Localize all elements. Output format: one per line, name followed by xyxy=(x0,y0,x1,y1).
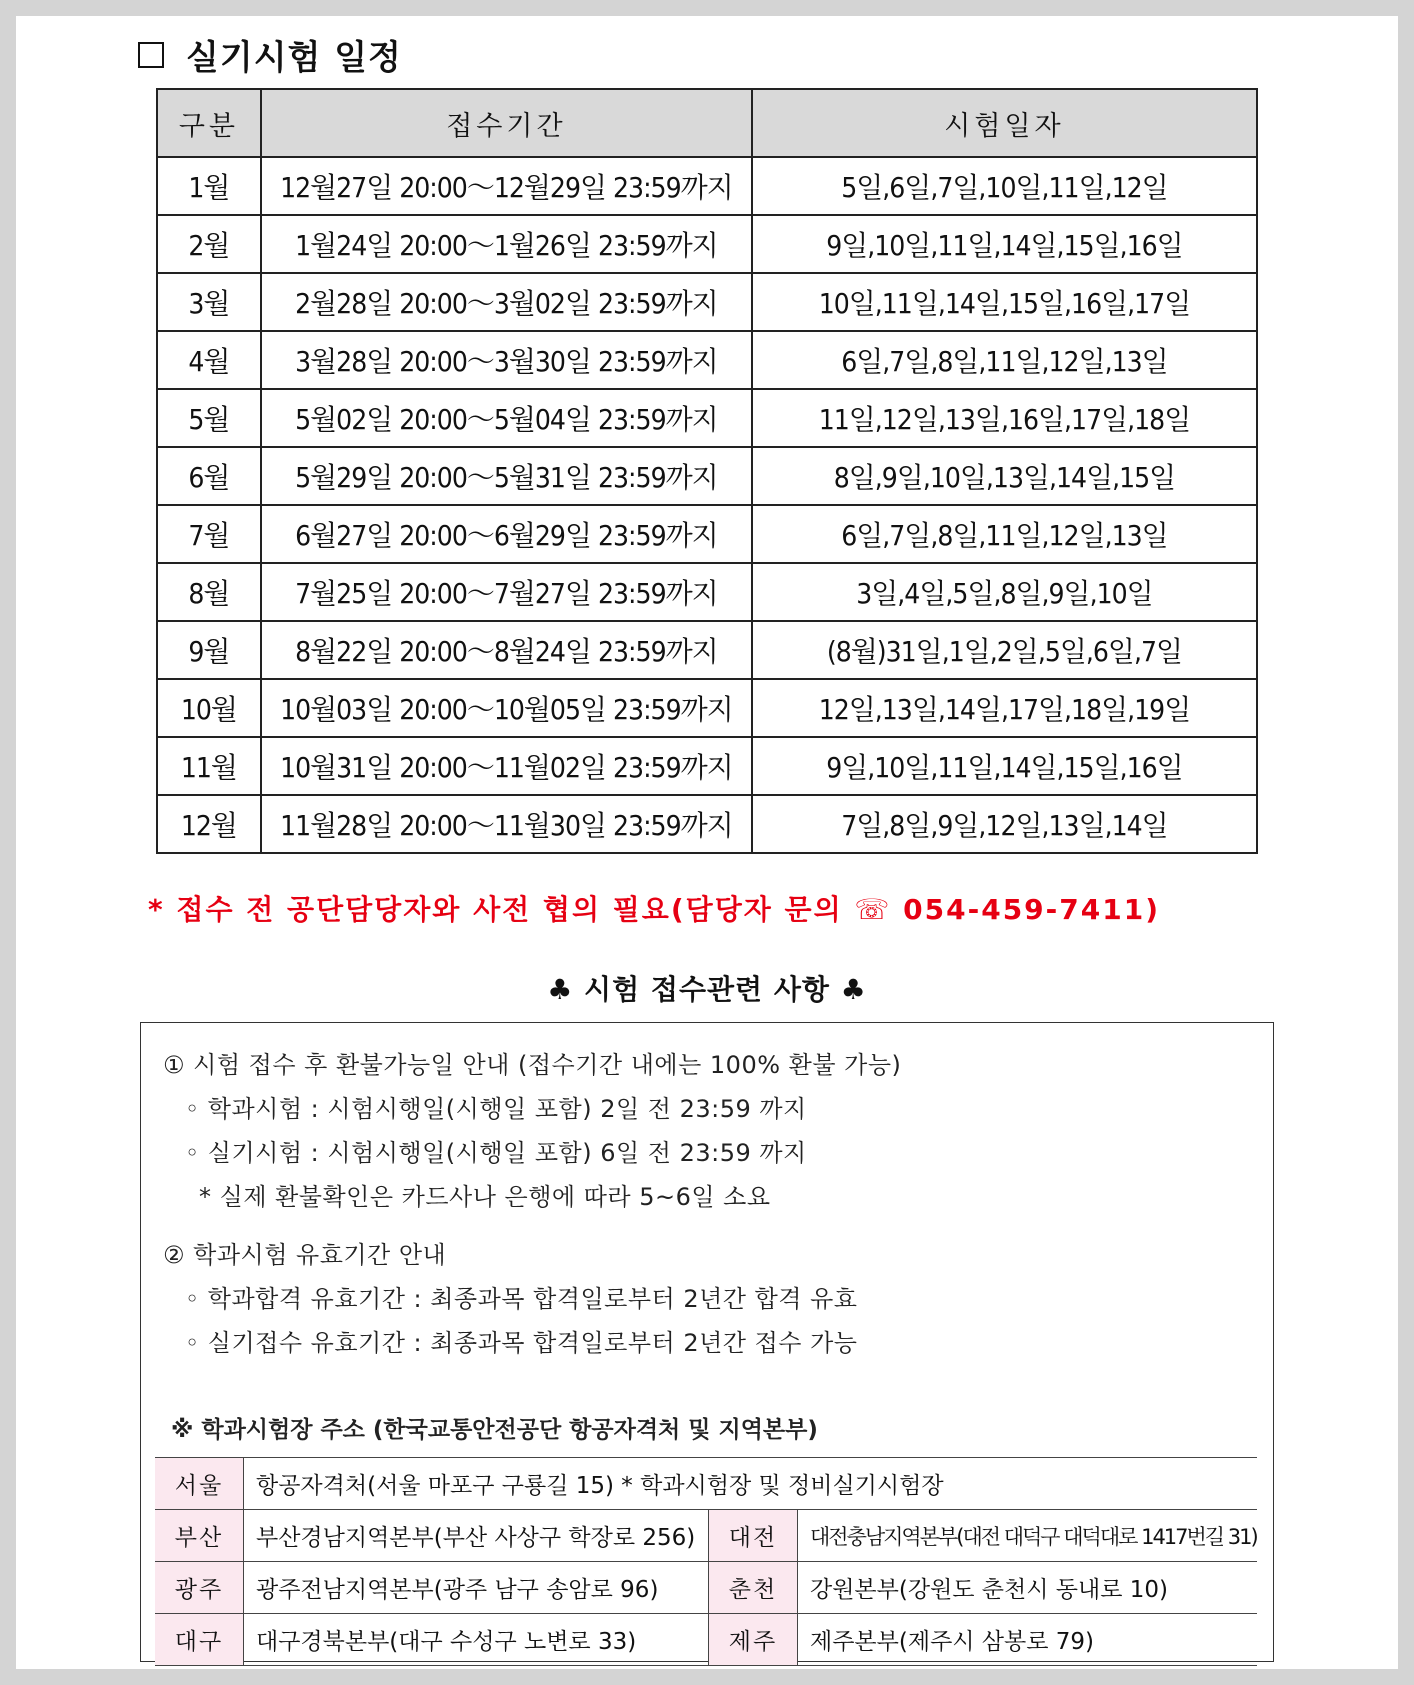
table-row xyxy=(155,1562,1257,1614)
month-cell: 6월 xyxy=(157,447,261,505)
period-cell: 5월29일 20:00～5월31일 23:59까지 xyxy=(261,447,752,505)
document-page xyxy=(16,16,1398,1669)
month-cell: 5월 xyxy=(157,389,261,447)
month-cell: 4월 xyxy=(157,331,261,389)
period-cell: 10월03일 20:00～10월05일 23:59까지 xyxy=(261,679,752,737)
period-cell: 3월28일 20:00～3월30일 23:59까지 xyxy=(261,331,752,389)
city-seoul: 서울 xyxy=(155,1458,244,1510)
address-busan: 부산경남지역본부(부산 사상구 학장로 256) xyxy=(244,1510,709,1562)
contact-notice: * 접수 전 공단담당자와 사전 협의 필요(담당자 문의 ☏ 054-459-7411) xyxy=(148,893,1161,926)
month-cell: 11월 xyxy=(157,737,261,795)
dates-cell: 5일,6일,7일,10일,11일,12일 xyxy=(752,157,1257,215)
table-row xyxy=(157,157,1257,215)
table-row xyxy=(155,1614,1257,1666)
period-cell: 11월28일 20:00～11월30일 23:59까지 xyxy=(261,795,752,853)
dates-cell: 11일,12일,13일,16일,17일,18일 xyxy=(752,389,1257,447)
address-seoul: 항공자격처(서울 마포구 구룡길 15) * 학과시험장 및 정비실기시험장 xyxy=(244,1458,1258,1510)
table-row xyxy=(157,621,1257,679)
period-cell: 1월24일 20:00～1월26일 23:59까지 xyxy=(261,215,752,273)
section-title-text: 실기시험 일정 xyxy=(186,38,402,78)
table-row xyxy=(155,1510,1257,1562)
month-cell: 7월 xyxy=(157,505,261,563)
dates-cell: 8일,9일,10일,13일,14일,15일 xyxy=(752,447,1257,505)
table-row xyxy=(157,389,1257,447)
dates-cell: 3일,4일,5일,8일,9일,10일 xyxy=(752,563,1257,621)
table-row xyxy=(157,679,1257,737)
table-row xyxy=(157,331,1257,389)
month-cell: 3월 xyxy=(157,273,261,331)
validity-written: ◦ 학과합격 유효기간 : 최종과목 합격일로부터 2년간 합격 유효 xyxy=(185,1285,858,1313)
month-cell: 2월 xyxy=(157,215,261,273)
address-title: ※ 학과시험장 주소 (한국교통안전공단 항공자격처 및 지역본부) xyxy=(171,1417,818,1443)
address-daegu: 대구경북본부(대구 수성구 노변로 33) xyxy=(244,1614,709,1666)
address-table xyxy=(155,1457,1257,1666)
info-box xyxy=(140,1022,1274,1662)
dates-cell: 6일,7일,8일,11일,12일,13일 xyxy=(752,331,1257,389)
table-row xyxy=(157,563,1257,621)
header-exam-dates: 시험일자 xyxy=(752,89,1257,157)
section-title xyxy=(138,30,402,79)
city-chuncheon: 춘천 xyxy=(709,1562,798,1614)
period-cell: 5월02일 20:00～5월04일 23:59까지 xyxy=(261,389,752,447)
period-cell: 2월28일 20:00～3월02일 23:59까지 xyxy=(261,273,752,331)
month-cell: 1월 xyxy=(157,157,261,215)
dates-cell: 9일,10일,11일,14일,15일,16일 xyxy=(752,215,1257,273)
address-jeju: 제주본부(제주시 삼봉로 79) xyxy=(798,1614,1258,1666)
refund-note: * 실제 환불확인은 카드사나 은행에 따라 5~6일 소요 xyxy=(199,1183,771,1211)
address-daejeon: 대전충남지역본부(대전 대덕구 대덕대로 1417번길 31) xyxy=(798,1510,1258,1562)
sub-title: ♣ 시험 접수관련 사항 ♣ xyxy=(547,973,867,1006)
city-busan: 부산 xyxy=(155,1510,244,1562)
checkbox-icon xyxy=(138,42,164,68)
month-cell: 10월 xyxy=(157,679,261,737)
table-row xyxy=(157,795,1257,853)
month-cell: 12월 xyxy=(157,795,261,853)
period-cell: 12월27일 20:00～12월29일 23:59까지 xyxy=(261,157,752,215)
address-chuncheon: 강원본부(강원도 춘천시 동내로 10) xyxy=(798,1562,1258,1614)
city-daegu: 대구 xyxy=(155,1614,244,1666)
city-jeju: 제주 xyxy=(709,1614,798,1666)
table-row xyxy=(157,215,1257,273)
validity-practical: ◦ 실기접수 유효기간 : 최종과목 합격일로부터 2년간 접수 가능 xyxy=(185,1329,858,1357)
dates-cell: 9일,10일,11일,14일,15일,16일 xyxy=(752,737,1257,795)
period-cell: 6월27일 20:00～6월29일 23:59까지 xyxy=(261,505,752,563)
validity-heading: ② 학과시험 유효기간 안내 xyxy=(163,1241,447,1269)
dates-cell: (8월)31일,1일,2일,5일,6일,7일 xyxy=(752,621,1257,679)
city-gwangju: 광주 xyxy=(155,1562,244,1614)
period-cell: 10월31일 20:00～11월02일 23:59까지 xyxy=(261,737,752,795)
month-cell: 9월 xyxy=(157,621,261,679)
table-row xyxy=(157,273,1257,331)
header-application-period: 접수기간 xyxy=(261,89,752,157)
period-cell: 8월22일 20:00～8월24일 23:59까지 xyxy=(261,621,752,679)
header-category: 구분 xyxy=(157,89,261,157)
address-gwangju: 광주전남지역본부(광주 남구 송암로 96) xyxy=(244,1562,709,1614)
table-row xyxy=(157,447,1257,505)
refund-practical: ◦ 실기시험 : 시험시행일(시행일 포함) 6일 전 23:59 까지 xyxy=(185,1139,807,1167)
period-cell: 7월25일 20:00～7월27일 23:59까지 xyxy=(261,563,752,621)
dates-cell: 7일,8일,9일,12일,13일,14일 xyxy=(752,795,1257,853)
city-daejeon: 대전 xyxy=(709,1510,798,1562)
table-row xyxy=(157,505,1257,563)
schedule-header-row xyxy=(157,89,1257,157)
dates-cell: 12일,13일,14일,17일,18일,19일 xyxy=(752,679,1257,737)
schedule-table xyxy=(156,88,1258,854)
dates-cell: 6일,7일,8일,11일,12일,13일 xyxy=(752,505,1257,563)
refund-written: ◦ 학과시험 : 시험시행일(시행일 포함) 2일 전 23:59 까지 xyxy=(185,1095,807,1123)
refund-heading: ① 시험 접수 후 환불가능일 안내 (접수기간 내에는 100% 환불 가능) xyxy=(163,1051,902,1079)
dates-cell: 10일,11일,14일,15일,16일,17일 xyxy=(752,273,1257,331)
table-row xyxy=(155,1458,1257,1510)
table-row xyxy=(157,737,1257,795)
month-cell: 8월 xyxy=(157,563,261,621)
